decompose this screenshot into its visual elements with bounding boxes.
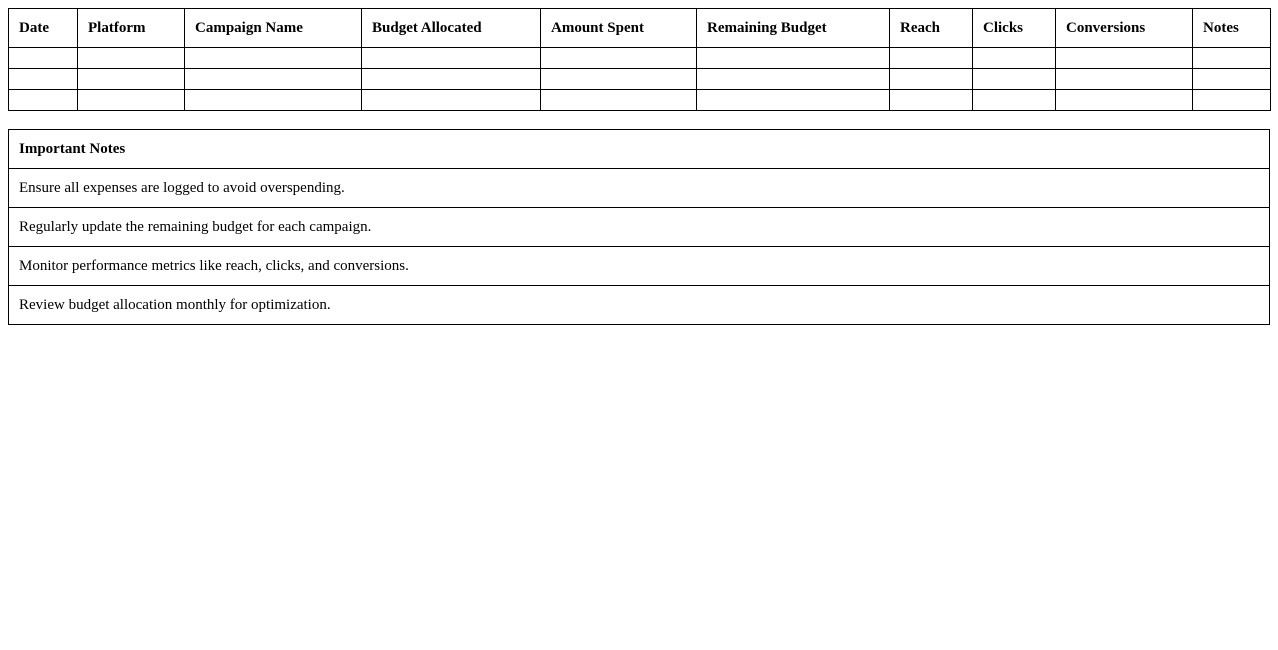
cell-budget-allocated[interactable] — [362, 90, 541, 111]
column-header-campaign-name: Campaign Name — [185, 9, 362, 48]
cell-reach[interactable] — [890, 90, 973, 111]
budget-tracker-table — [8, 8, 1271, 111]
table-row — [9, 48, 1271, 69]
cell-notes[interactable] — [1193, 48, 1271, 69]
note-row — [9, 208, 1270, 247]
cell-reach[interactable] — [890, 48, 973, 69]
cell-reach[interactable] — [890, 69, 973, 90]
column-header-platform: Platform — [78, 9, 185, 48]
cell-conversions[interactable] — [1056, 90, 1193, 111]
column-header-conversions: Conversions — [1056, 9, 1193, 48]
column-header-date: Date — [9, 9, 78, 48]
cell-platform[interactable] — [78, 90, 185, 111]
cell-remaining-budget[interactable] — [697, 90, 890, 111]
cell-notes[interactable] — [1193, 69, 1271, 90]
cell-date[interactable] — [9, 69, 78, 90]
cell-amount-spent[interactable] — [541, 48, 697, 69]
note-item: Ensure all expenses are logged to avoid overspending. — [9, 169, 1270, 208]
cell-notes[interactable] — [1193, 90, 1271, 111]
cell-campaign-name[interactable] — [185, 69, 362, 90]
column-header-remaining-budget: Remaining Budget — [697, 9, 890, 48]
note-row — [9, 247, 1270, 286]
cell-remaining-budget[interactable] — [697, 48, 890, 69]
column-header-notes: Notes — [1193, 9, 1271, 48]
cell-conversions[interactable] — [1056, 48, 1193, 69]
cell-campaign-name[interactable] — [185, 48, 362, 69]
table-row — [9, 69, 1271, 90]
cell-campaign-name[interactable] — [185, 90, 362, 111]
cell-date[interactable] — [9, 48, 78, 69]
column-header-budget-allocated: Budget Allocated — [362, 9, 541, 48]
notes-header-row — [9, 130, 1270, 169]
column-header-clicks: Clicks — [973, 9, 1056, 48]
note-item: Regularly update the remaining budget for each campaign. — [9, 208, 1270, 247]
cell-date[interactable] — [9, 90, 78, 111]
cell-amount-spent[interactable] — [541, 90, 697, 111]
note-item: Review budget allocation monthly for optimization. — [9, 286, 1270, 325]
cell-budget-allocated[interactable] — [362, 69, 541, 90]
notes-title: Important Notes — [9, 130, 1270, 169]
cell-clicks[interactable] — [973, 69, 1056, 90]
cell-platform[interactable] — [78, 69, 185, 90]
cell-budget-allocated[interactable] — [362, 48, 541, 69]
note-item: Monitor performance metrics like reach, clicks, and conversions. — [9, 247, 1270, 286]
cell-remaining-budget[interactable] — [697, 69, 890, 90]
table-row — [9, 90, 1271, 111]
table-header-row — [9, 9, 1271, 48]
column-header-reach: Reach — [890, 9, 973, 48]
cell-clicks[interactable] — [973, 90, 1056, 111]
cell-conversions[interactable] — [1056, 69, 1193, 90]
note-row — [9, 169, 1270, 208]
cell-clicks[interactable] — [973, 48, 1056, 69]
important-notes-table — [8, 129, 1270, 325]
note-row — [9, 286, 1270, 325]
cell-amount-spent[interactable] — [541, 69, 697, 90]
cell-platform[interactable] — [78, 48, 185, 69]
column-header-amount-spent: Amount Spent — [541, 9, 697, 48]
